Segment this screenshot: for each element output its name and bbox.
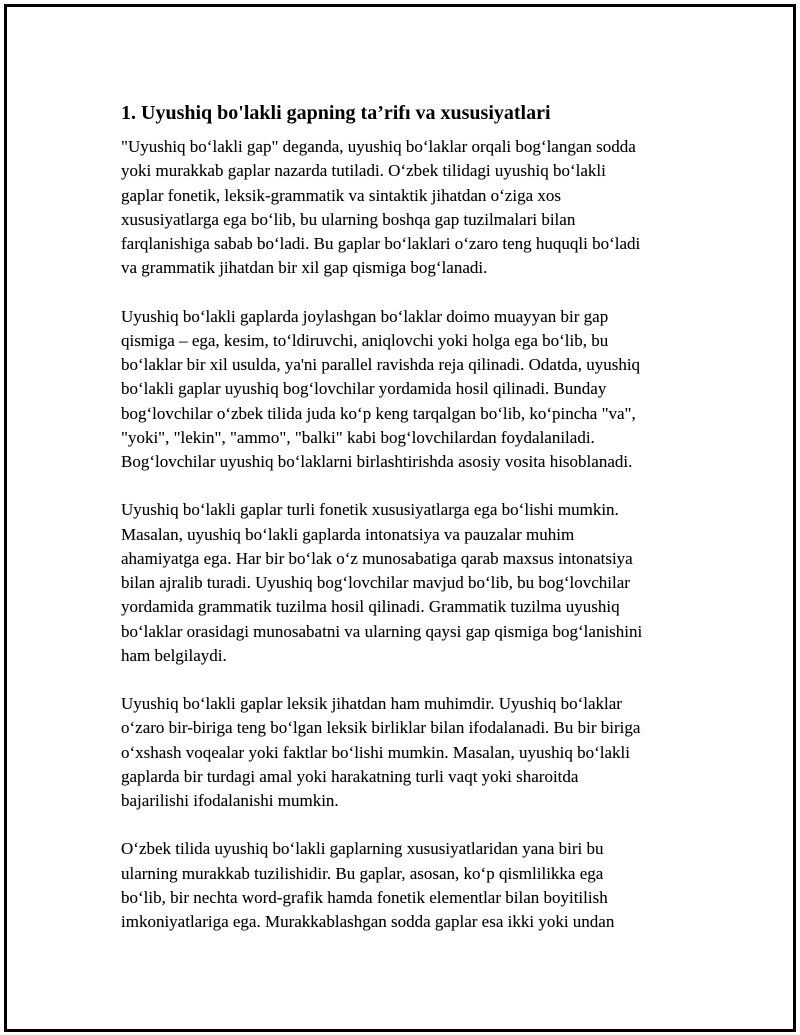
text-line: va grammatik jihatdan bir xil gap qismiga bog‘lanadi. <box>121 258 488 278</box>
text-line: gaplar fonetik, leksik-grammatik va sintaktik jihatdan o‘ziga xos <box>121 185 561 205</box>
text-line: imkoniyatlariga ega. Murakkablashgan sodda gaplar esa ikki yoki undan <box>121 912 615 931</box>
document-body <box>121 100 711 958</box>
text-line: yoki murakkab gaplar nazarda tutiladi. O‘zbek tilidagi uyushiq bo‘lakli <box>121 161 606 181</box>
text-line: yordamida grammatik tuzilma hosil qilinadi. Grammatik tuzilma uyushiq <box>121 597 620 617</box>
text-line: Uyushiq bo‘lakli gaplarda joylashgan bo‘laklar doimo muayyan bir gap <box>121 306 609 326</box>
text-line: O‘zbek tilida uyushiq bo‘lakli gaplarning xususiyatlaridan yana biri bu <box>121 839 604 859</box>
paragraph <box>121 837 711 934</box>
paragraph <box>121 135 711 281</box>
text-line: "yoki", "lekin", "ammo", "balki" kabi bog‘lovchilardan foydalaniladi. <box>121 427 595 447</box>
text-line: Masalan, uyushiq bo‘lakli gaplarda intonatsiya va pauzalar muhim <box>121 524 575 544</box>
text-line: o‘zaro bir-biriga teng bo‘lgan leksik birliklar bilan ifodalanadi. Bu bir biriga <box>121 718 641 738</box>
text-line: bo‘laklar orasidagi munosabatni va ularning qaysi gap qismiga bog‘lanishini <box>121 621 643 641</box>
text-line: Bog‘lovchilar uyushiq bo‘laklarni birlashtirishda asosiy vosita hisoblanadi. <box>121 452 633 471</box>
text-line: o‘xshash voqealar yoki faktlar bo‘lishi mumkin. Masalan, uyushiq bo‘lakli <box>121 742 630 762</box>
text-line: "Uyushiq bo‘lakli gap" deganda, uyushiq bo‘laklar orqali bog‘langan sodda <box>121 137 636 156</box>
text-line: Uyushiq bo‘lakli gaplar turli fonetik xususiyatlarga ega bo‘lishi mumkin. <box>121 500 619 520</box>
paragraph <box>121 498 711 668</box>
text-line: bo‘lakli gaplar uyushiq bog‘lovchilar yordamida hosil qilinadi. Bunday <box>121 379 607 399</box>
text-line: ahamiyatga ega. Har bir bo‘lak o‘z munosabatiga qarab maxsus intonatsiya <box>121 548 633 568</box>
text-line: ularning murakkab tuzilishidir. Bu gaplar, asosan, ko‘p qismlilikka ega <box>121 863 604 883</box>
text-line: bog‘lovchilar o‘zbek tilida juda ko‘p keng tarqalgan bo‘lib, ko‘pincha "va", <box>121 403 636 423</box>
paragraph <box>121 305 711 475</box>
text-line: qismiga – ega, kesim, to‘ldiruvchi, aniqlovchi yoki holga ega bo‘lib, bu <box>121 330 609 350</box>
text-line: xususiyatlarga ega bo‘lib, bu ularning boshqa gap tuzilmalari bilan <box>121 209 576 229</box>
text-line: Uyushiq bo‘lakli gaplar leksik jihatdan ham muhimdir. Uyushiq bo‘laklar <box>121 694 622 713</box>
text-line: bo‘laklar bir xil usulda, ya'ni parallel ravishda reja qilinadi. Odatda, uyushiq <box>121 355 641 374</box>
paragraph <box>121 692 711 813</box>
page-frame <box>4 4 796 1032</box>
text-line: farqlanishiga sabab bo‘ladi. Bu gaplar bo‘laklari o‘zaro teng huquqli bo‘ladi <box>121 234 641 253</box>
text-line: bajarilishi ifodalanishi mumkin. <box>121 791 339 810</box>
text-line: bilan ajralib turadi. Uyushiq bog‘lovchilar mavjud bo‘lib, bu bog‘lovchilar <box>121 573 630 592</box>
text-line: ham belgilaydi. <box>121 645 227 665</box>
section-heading: 1. Uyushiq bo'lakli gapning ta’rifı va xususiyatlari <box>121 102 551 124</box>
text-line: gaplarda bir turdagi amal yoki harakatning turli vaqt yoki sharoitda <box>121 766 579 786</box>
text-line: bo‘lib, bir nechta word-grafik hamda fonetik elementlar bilan boyitilish <box>121 887 608 907</box>
